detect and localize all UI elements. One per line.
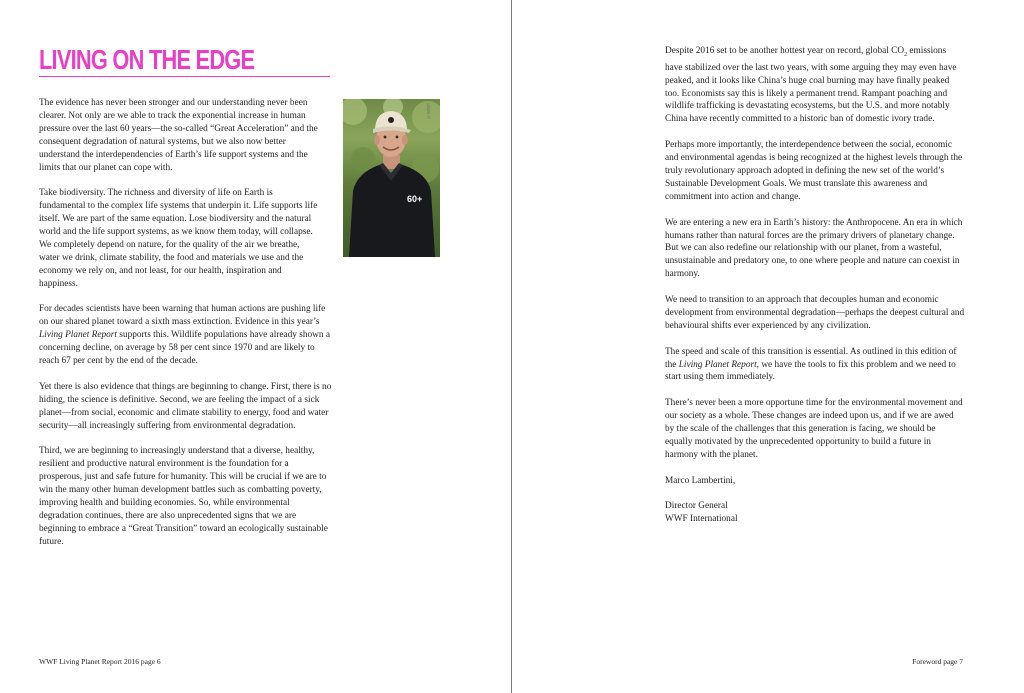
paragraph: For decades scientists have been warning that human actions are pushing life on our shared planet toward a sixth mass extinction. Evidence in this year’s Living Planet Report supports this. Wildlife populations have already shown a concerning decline, on average by 58 per cent since 1970 and are likely to reach 67 per cent by the end of the decade. (39, 304, 330, 367)
portrait-illustration (343, 99, 440, 257)
paragraph: Yet there is also evidence that things are beginning to change. First, there is no hiding, the science is definitive. Second, we are feeling the impact of a sick planet—from social, economic and climate stability to energy, food and water security—all increasingly suffering from environmental degradation. (39, 381, 332, 431)
signature-role: Director General (665, 501, 728, 512)
portrait-photo (343, 99, 440, 257)
paragraph: We need to transition to an approach that decouples human and economic development from environmental degradation—perhaps the deepest cultural and behavioural shifts ever experienced by any civilization. (665, 295, 965, 331)
report-title: Living Planet Report (39, 330, 117, 341)
paragraph: Take biodiversity. The richness and diversity of life on Earth is fundamental to the complex life systems that underpin it. Life supports life itself. We are part of the same equation. Lose biodiversity and the natural world and the life support systems, as we know them today, will collapse. We completely depend on nature, for the quality of the air we breathe, water we drink, climate stability, the food and materials we use and the economy we rely on, and not least, for our health, inspiration and happiness. (39, 188, 318, 289)
left-page (0, 0, 511, 693)
paragraph: There’s never been a more opportune time for the environmental movement and our society as a whole. These changes are indeed upon us, and if we are awed by the scale of the challenges that this generation is facing, we should be equally motivated by the unprecedented opportunity to build a future in harmony with the planet. (665, 398, 963, 460)
footer-page-6: WWF Living Planet Report 2016 page 6 (39, 657, 161, 666)
title-rule (39, 76, 330, 77)
signature-org: WWF International (665, 514, 738, 525)
footer-page-7: Foreword page 7 (912, 657, 963, 666)
page-title: LIVING ON THE EDGE (39, 44, 255, 75)
report-title: Living Planet Report (678, 359, 757, 370)
photo-credit: ©WWF (426, 103, 431, 120)
shirt-logo-text: 60+ (407, 194, 423, 204)
paragraph: Third, we are beginning to increasingly understand that a diverse, healthy, resilient and productive natural environment is the foundation for a prosperous, just and safe future for humanity. This will be crucial if we are to win the many other human development battles such as combatting poverty, improving health and building economies. So, while environmental degradation continues, there are also unprecedented signs that we are beginning to embrace a “Great Transition” toward an ecologically sustainable future. (39, 446, 328, 547)
paragraph: The evidence has never been stronger and our understanding never been clearer. Not only are we able to track the exponential increase in human pressure over the last 60 years—the so-called “Great Acceleration” and the consequent degradation of natural systems, but we also now better understand the interdependencies of Earth’s life support systems and the limits that our planet can cope with. (39, 98, 318, 173)
paragraph: Perhaps more importantly, the interdependence between the social, economic and environmental agendas is being recognized at the highest levels through the truly revolutionary approach adopted in defining the new set of the world’s Sustainable Development Goals. We must translate this awareness and commitment into action and change. (665, 140, 963, 202)
paragraph: The speed and scale of this transition is essential. As outlined in this edition of the Living Planet Report, we have the tools to fix this problem and we need to start using them immediately. (665, 346, 957, 383)
signature-name: Marco Lambertini, (665, 475, 736, 486)
paragraph: Despite 2016 set to be another hottest year on record, global $CO_2$ emissions have stabilized over the last two years, with some arguing they may even have peaked, and it looks like China’s huge coal burning may have finally peaked too. Economists say this is likely a permanent trend. Rampant poaching and wildlife trafficking is devastating ecosystems, but the U.S. and more notably China have recently committed to a historic ban of domestic ivory trade. (665, 46, 957, 125)
left-body-text (39, 97, 334, 562)
paragraph: We are entering a new era in Earth’s history: the Anthropocene. An era in which humans rather than natural forces are the primary drivers of planetary change. But we can also redefine our relationship with our planet, from a wasteful, unsustainable and predatory one, to one where people and nature can coexist in harmony. (665, 217, 963, 280)
right-body-text (665, 45, 965, 526)
